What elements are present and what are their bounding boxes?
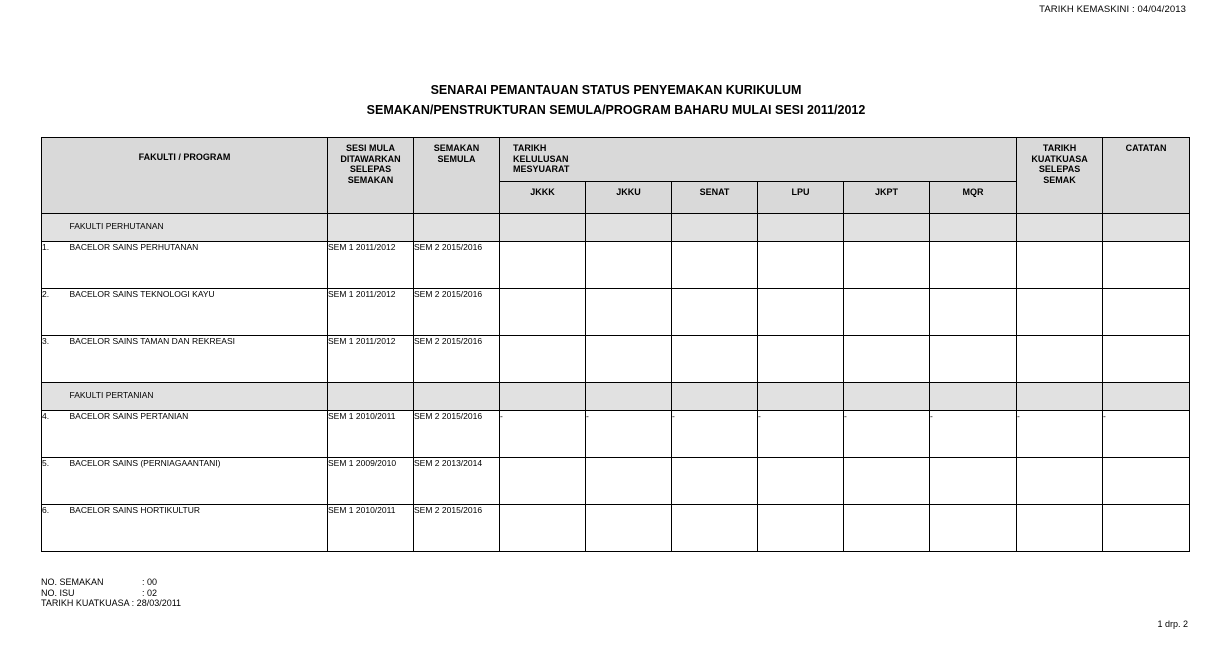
program-name: BACELOR SAINS TAMAN DAN REKREASI: [70, 336, 328, 383]
program-cell: [586, 289, 672, 336]
program-semakan: SEM 2 2013/2014: [414, 458, 500, 505]
program-semakan: SEM 2 2015/2016: [414, 242, 500, 289]
program-cell: [844, 289, 930, 336]
header-sesi: SESI MULA DITAWARKAN SELEPAS SEMAKAN: [328, 138, 414, 214]
header-jkkk: JKKK: [500, 182, 586, 214]
group-empty-cell: [500, 214, 586, 242]
header-tarikh-mesyuarat: TARIKH KELULUSAN MESYUARAT: [500, 138, 1017, 182]
group-empty-cell: [844, 214, 930, 242]
group-empty-cell: [672, 214, 758, 242]
no-semakan-value: : 00: [142, 577, 158, 587]
no-semakan-label: NO. SEMAKAN: [41, 577, 104, 587]
program-cell: [586, 242, 672, 289]
group-empty-cell: [586, 214, 672, 242]
program-cell: [500, 336, 586, 383]
group-empty-cell: [586, 383, 672, 411]
program-cell: [1017, 505, 1103, 552]
curriculum-table: [41, 137, 1190, 552]
table-body: [42, 214, 1190, 552]
program-cell: [1103, 336, 1190, 383]
program-cell: -: [586, 411, 672, 458]
header-jkpt: JKPT: [844, 182, 930, 214]
program-cell: [672, 336, 758, 383]
header-senat: SENAT: [672, 182, 758, 214]
page-number: 1 drp. 2: [1157, 619, 1188, 629]
program-cell: [1017, 458, 1103, 505]
program-cell: [1017, 289, 1103, 336]
program-cell: -: [844, 411, 930, 458]
header-jkku: JKKU: [586, 182, 672, 214]
program-cell: [672, 505, 758, 552]
program-sesi: SEM 1 2010/2011: [328, 505, 414, 552]
program-name: BACELOR SAINS PERHUTANAN: [70, 242, 328, 289]
program-sesi: SEM 1 2011/2012: [328, 242, 414, 289]
program-cell: [586, 505, 672, 552]
program-sesi: SEM 1 2011/2012: [328, 336, 414, 383]
program-cell: [586, 336, 672, 383]
group-empty-cell: [414, 214, 500, 242]
group-name: FAKULTI PERTANIAN: [70, 383, 328, 411]
group-empty-cell: [1017, 214, 1103, 242]
program-cell: [672, 458, 758, 505]
document-title: [0, 80, 1220, 120]
program-cell: -: [930, 411, 1017, 458]
group-empty-cell: [328, 214, 414, 242]
program-number: 3.: [42, 336, 70, 383]
program-semakan: SEM 2 2015/2016: [414, 411, 500, 458]
document-footer: [41, 577, 181, 609]
program-row: [42, 242, 1190, 289]
program-cell: -: [1103, 411, 1190, 458]
program-row: [42, 458, 1190, 505]
program-semakan: SEM 2 2015/2016: [414, 289, 500, 336]
group-number-cell: [42, 383, 70, 411]
title-line-1: SENARAI PEMANTAUAN STATUS PENYEMAKAN KURIKULUM: [430, 83, 802, 97]
program-cell: [1103, 242, 1190, 289]
update-date: TARIKH KEMASKINI : 04/04/2013: [1039, 4, 1186, 15]
program-cell: [930, 289, 1017, 336]
program-sesi: SEM 1 2010/2011: [328, 411, 414, 458]
program-sesi: SEM 1 2009/2010: [328, 458, 414, 505]
program-row: [42, 505, 1190, 552]
program-cell: -: [500, 411, 586, 458]
program-semakan: SEM 2 2015/2016: [414, 336, 500, 383]
group-empty-cell: [758, 383, 844, 411]
header-mqr: MQR: [930, 182, 1017, 214]
program-cell: -: [672, 411, 758, 458]
header-catatan: CATATAN: [1103, 138, 1190, 214]
program-cell: [1103, 505, 1190, 552]
program-cell: -: [1017, 411, 1103, 458]
header-row-1: [42, 138, 1190, 182]
header-lpu: LPU: [758, 182, 844, 214]
group-row: [42, 383, 1190, 411]
group-empty-cell: [414, 383, 500, 411]
program-cell: [758, 289, 844, 336]
program-row: [42, 336, 1190, 383]
program-number: 1.: [42, 242, 70, 289]
program-cell: [844, 458, 930, 505]
program-cell: [1017, 242, 1103, 289]
program-cell: [500, 458, 586, 505]
program-cell: [930, 458, 1017, 505]
group-empty-cell: [1103, 214, 1190, 242]
no-isu-value: : 02: [142, 587, 158, 598]
program-cell: [758, 242, 844, 289]
group-name: FAKULTI PERHUTANAN: [70, 214, 328, 242]
program-name: BACELOR SAINS TEKNOLOGI KAYU: [70, 289, 328, 336]
program-cell: [500, 289, 586, 336]
program-cell: [930, 336, 1017, 383]
program-cell: [586, 458, 672, 505]
header-fakulti: FAKULTI / PROGRAM: [42, 138, 328, 214]
program-cell: [930, 505, 1017, 552]
group-empty-cell: [930, 214, 1017, 242]
group-empty-cell: [758, 214, 844, 242]
group-empty-cell: [328, 383, 414, 411]
group-empty-cell: [500, 383, 586, 411]
program-cell: [758, 505, 844, 552]
program-row: [42, 289, 1190, 336]
program-cell: [930, 242, 1017, 289]
program-cell: [1103, 289, 1190, 336]
program-cell: [844, 242, 930, 289]
program-name: BACELOR SAINS HORTIKULTUR: [70, 505, 328, 552]
program-cell: [672, 242, 758, 289]
tarikh-kuatkuasa: TARIKH KUATKUASA : 28/03/2011: [41, 598, 182, 608]
group-row: [42, 214, 1190, 242]
program-cell: [844, 505, 930, 552]
group-empty-cell: [844, 383, 930, 411]
no-isu-label: NO. ISU: [41, 587, 75, 598]
program-cell: [758, 336, 844, 383]
program-number: 2.: [42, 289, 70, 336]
program-name: BACELOR SAINS PERTANIAN: [70, 411, 328, 458]
header-semakan: SEMAKAN SEMULA: [414, 138, 500, 214]
program-cell: [500, 242, 586, 289]
program-cell: [844, 336, 930, 383]
program-cell: [1017, 336, 1103, 383]
program-name: BACELOR SAINS (PERNIAGAANTANI): [70, 458, 328, 505]
program-row: [42, 411, 1190, 458]
program-semakan: SEM 2 2015/2016: [414, 505, 500, 552]
program-cell: [500, 505, 586, 552]
program-number: 5.: [42, 458, 70, 505]
program-number: 6.: [42, 505, 70, 552]
program-cell: [672, 289, 758, 336]
program-cell: [1103, 458, 1190, 505]
program-cell: -: [758, 411, 844, 458]
group-empty-cell: [672, 383, 758, 411]
group-empty-cell: [1017, 383, 1103, 411]
program-sesi: SEM 1 2011/2012: [328, 289, 414, 336]
group-empty-cell: [930, 383, 1017, 411]
header-kuatkuasa: TARIKH KUATKUASA SELEPAS SEMAK: [1017, 138, 1103, 214]
group-number-cell: [42, 214, 70, 242]
program-cell: [758, 458, 844, 505]
group-empty-cell: [1103, 383, 1190, 411]
program-number: 4.: [42, 411, 70, 458]
title-line-2: SEMAKAN/PENSTRUKTURAN SEMULA/PROGRAM BAHARU MULAI SESI 2011/2012: [366, 103, 866, 117]
